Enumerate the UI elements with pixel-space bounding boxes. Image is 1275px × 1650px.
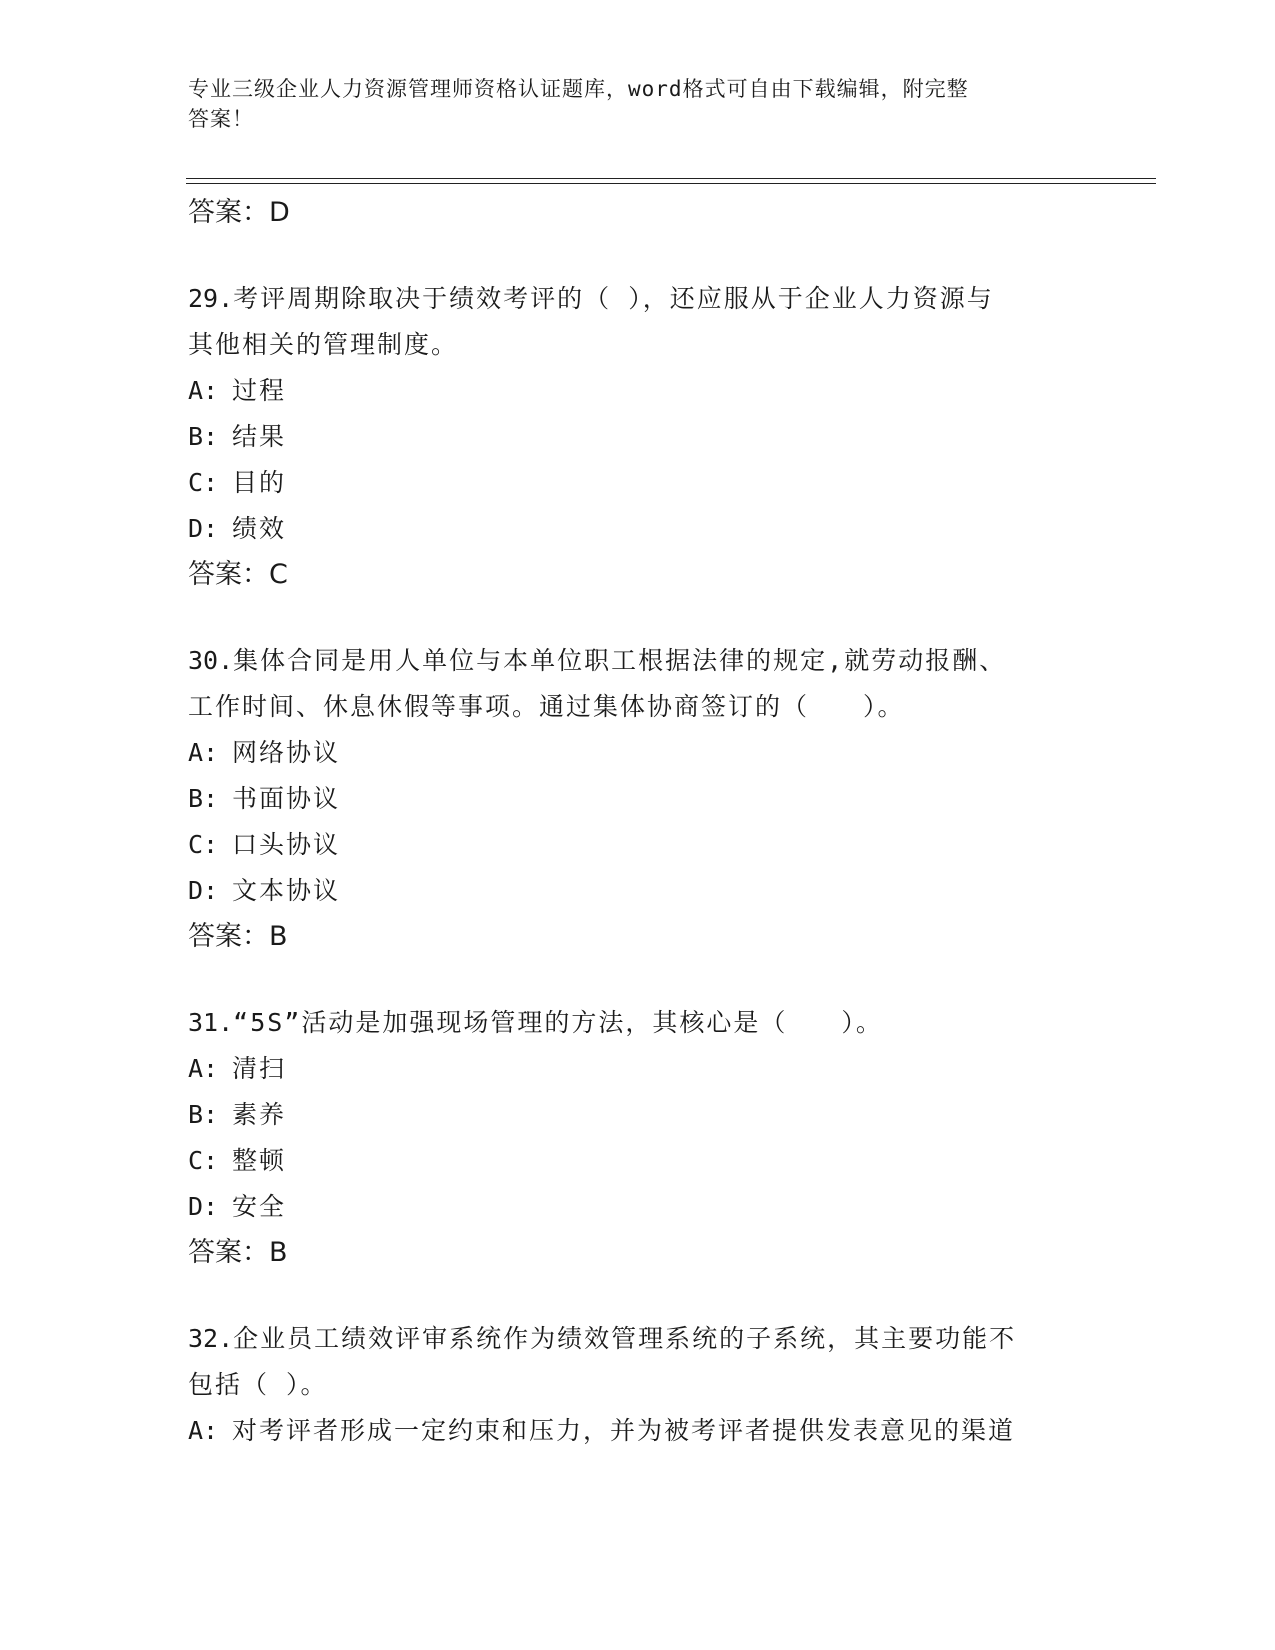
option-letter: C: bbox=[188, 1146, 219, 1175]
option-c bbox=[188, 822, 1148, 868]
question-text-line-2: 包括（ ）。 bbox=[188, 1370, 328, 1399]
option-text: 文本协议 bbox=[232, 876, 341, 905]
option-text: 口头协议 bbox=[232, 830, 341, 859]
option-text: 整顿 bbox=[232, 1146, 287, 1175]
header-line-2: 答案！ bbox=[188, 107, 254, 131]
option-letter: A: bbox=[188, 738, 219, 767]
question-text-line-1: 考评周期除取决于绩效考评的（ ），还应服从于企业人力资源与 bbox=[233, 284, 994, 313]
answer-line: 答案：B bbox=[188, 1237, 288, 1268]
option-a bbox=[188, 1408, 1148, 1454]
page-header bbox=[188, 74, 1078, 134]
option-text: 清扫 bbox=[232, 1054, 287, 1083]
question-text-line-2: 工作时间、休息休假等事项。通过集体协商签订的（ ）。 bbox=[188, 692, 905, 721]
option-a bbox=[188, 730, 1148, 776]
answer-line: 答案：D bbox=[188, 197, 290, 228]
question-text-line-1: 集体合同是用人单位与本单位职工根据法律的规定,就劳动报酬、 bbox=[233, 646, 1007, 675]
question-number: 30. bbox=[188, 646, 234, 675]
question-number: 29. bbox=[188, 284, 234, 313]
question-list bbox=[188, 190, 1148, 1454]
header-rule-bottom bbox=[186, 183, 1156, 184]
option-letter: C: bbox=[188, 468, 219, 497]
question-number: 32. bbox=[188, 1324, 234, 1353]
option-letter: A: bbox=[188, 376, 219, 405]
question-block bbox=[188, 1316, 1148, 1454]
answer-line: 答案：B bbox=[188, 921, 288, 952]
option-letter: A: bbox=[188, 1054, 219, 1083]
question-block bbox=[188, 638, 1148, 960]
option-a bbox=[188, 368, 1148, 414]
question-text-line-1: 企业员工绩效评审系统作为绩效管理系统的子系统，其主要功能不 bbox=[233, 1324, 1017, 1353]
option-letter: B: bbox=[188, 1100, 219, 1129]
option-text: 对考评者形成一定约束和压力，并为被考评者提供发表意见的渠道 bbox=[232, 1416, 1016, 1445]
option-letter: B: bbox=[188, 784, 219, 813]
option-d bbox=[188, 868, 1148, 914]
option-d bbox=[188, 506, 1148, 552]
option-letter: D: bbox=[188, 514, 219, 543]
option-letter: D: bbox=[188, 1192, 219, 1221]
question-block bbox=[188, 276, 1148, 598]
question-text-line-1: “5S”活动是加强现场管理的方法，其核心是（ ）。 bbox=[233, 1008, 883, 1037]
option-text: 绩效 bbox=[232, 514, 287, 543]
option-text: 书面协议 bbox=[232, 784, 341, 813]
question-text bbox=[188, 1316, 1148, 1362]
header-line-1: 专业三级企业人力资源管理师资格认证题库，word格式可自由下载编辑，附完整 bbox=[188, 77, 969, 101]
option-letter: A: bbox=[188, 1416, 219, 1445]
question-text bbox=[188, 276, 1148, 322]
option-d bbox=[188, 1184, 1148, 1230]
option-b bbox=[188, 776, 1148, 822]
option-b bbox=[188, 414, 1148, 460]
question-number: 31. bbox=[188, 1008, 234, 1037]
question-text-line-2: 其他相关的管理制度。 bbox=[188, 330, 459, 359]
option-letter: C: bbox=[188, 830, 219, 859]
header-rule-top bbox=[186, 178, 1156, 179]
option-c bbox=[188, 1138, 1148, 1184]
option-a bbox=[188, 1046, 1148, 1092]
answer-line: 答案：C bbox=[188, 559, 288, 590]
option-letter: B: bbox=[188, 422, 219, 451]
option-text: 过程 bbox=[232, 376, 287, 405]
option-text: 目的 bbox=[232, 468, 287, 497]
question-text bbox=[188, 638, 1148, 684]
option-text: 素养 bbox=[232, 1100, 287, 1129]
question-text bbox=[188, 1000, 1148, 1046]
option-text: 网络协议 bbox=[232, 738, 341, 767]
option-letter: D: bbox=[188, 876, 219, 905]
question-block bbox=[188, 1000, 1148, 1276]
option-text: 结果 bbox=[232, 422, 287, 451]
option-b bbox=[188, 1092, 1148, 1138]
option-c bbox=[188, 460, 1148, 506]
option-text: 安全 bbox=[232, 1192, 287, 1221]
